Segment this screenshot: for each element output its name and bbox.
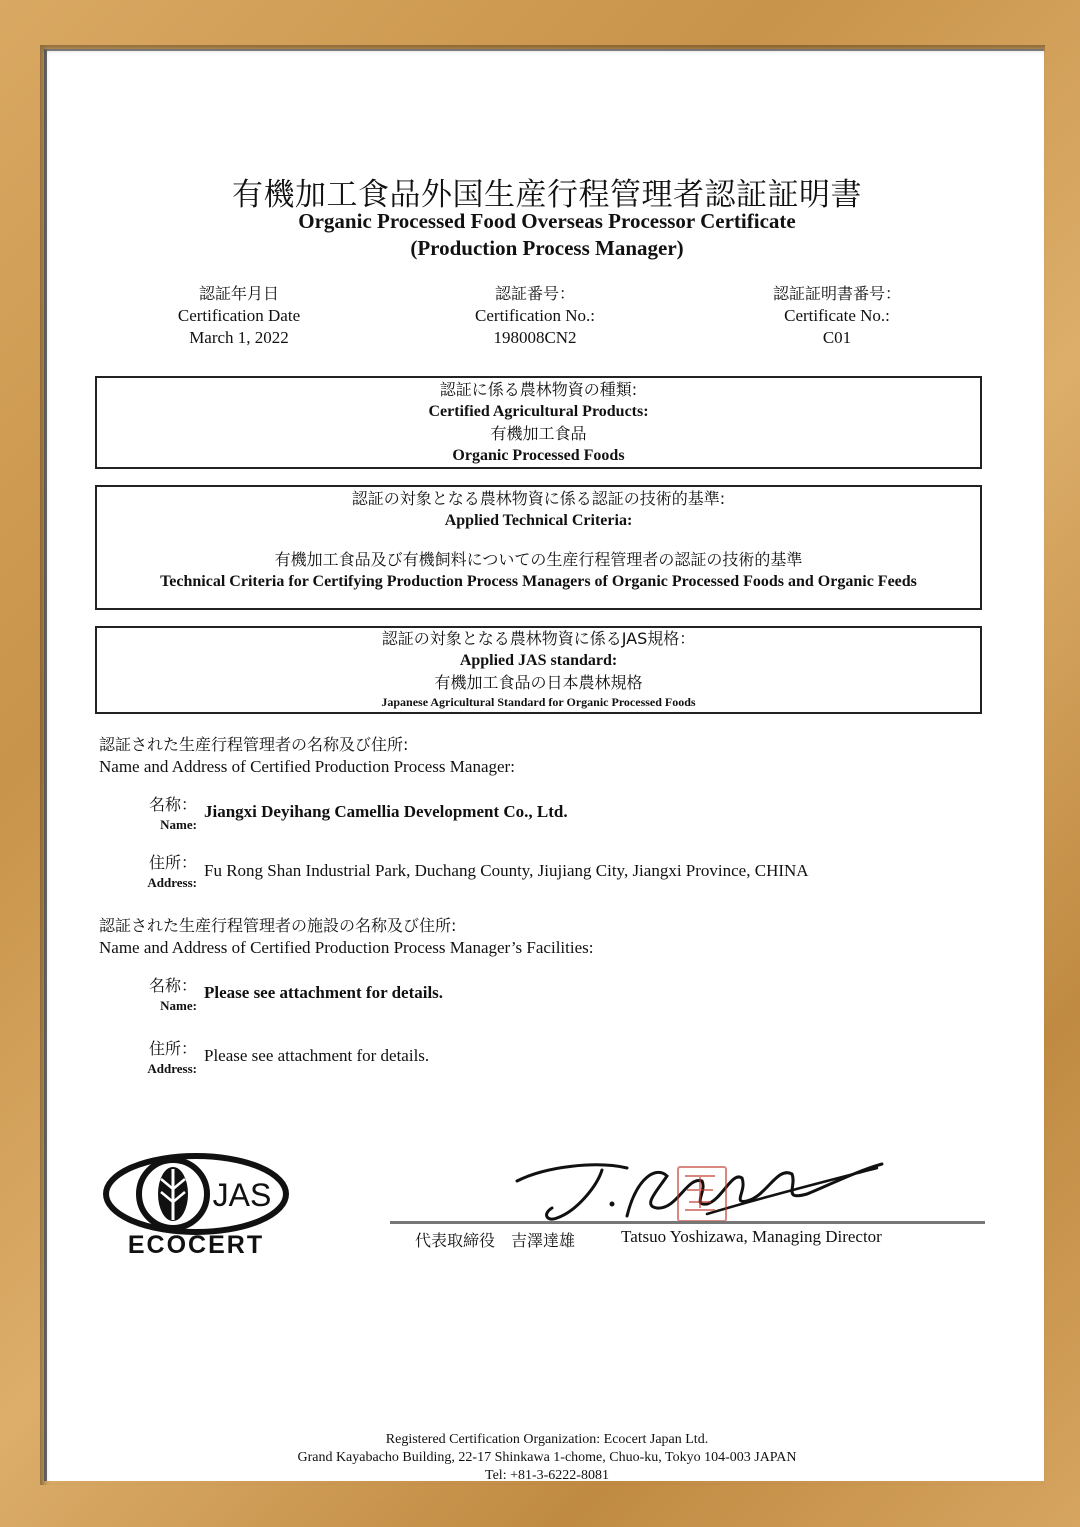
facility-name-value: Please see attachment for details.: [204, 983, 444, 1002]
facility-address-label-en: Address:: [147, 1061, 197, 1076]
certified-products-value-en: Organic Processed Foods: [452, 447, 625, 464]
title-english-line1: Organic Processed Food Overseas Processor Certificate: [298, 209, 796, 233]
certified-products-heading-en: Certified Agricultural Products:: [428, 403, 649, 420]
facility-address-value: Please see attachment for details.: [204, 1046, 430, 1065]
facilities-heading-jp: 認証された生産行程管理者の施設の名称及び住所:: [99, 916, 457, 935]
facility-address-label-jp: 住所：: [148, 1039, 197, 1058]
certification-date-label-en: Certification Date: [177, 306, 301, 325]
technical-criteria-box: [95, 485, 982, 610]
jas-standard-value-en: Japanese Agricultural Standard for Organic Processed Foods: [381, 695, 696, 709]
seal-icon: [679, 1168, 721, 1216]
manager-name-value: Jiangxi Deyihang Camellia Development Co., Ltd.: [204, 802, 568, 821]
certificate-number-label-jp: 認証証明書番号：: [772, 284, 901, 303]
red-seal-stamp: [677, 1166, 727, 1222]
manager-heading-jp: 認証された生産行程管理者の名称及び住所:: [99, 735, 409, 754]
certification-date-block: [109, 283, 369, 349]
jas-ecocert-logo: [101, 1149, 296, 1259]
jas-logo-icon: [101, 1149, 296, 1259]
manager-heading-en: Name and Address of Certified Production Process Manager:: [99, 757, 515, 776]
footer-organization: Registered Certification Organization: Ecocert Japan Ltd.: [385, 1432, 709, 1447]
technical-criteria-heading-en: Applied Technical Criteria:: [444, 512, 633, 529]
jas-standard-box: [95, 626, 982, 714]
certificate-paper: [44, 49, 1044, 1481]
jas-text: JAS: [212, 1177, 272, 1213]
certificate-number-value: C01: [822, 328, 852, 347]
certification-number-label-en: Certification No.:: [475, 306, 595, 325]
technical-criteria-heading-jp: 認証の対象となる農林物資に係る認証の技術的基準:: [351, 489, 726, 508]
facility-name-label-jp: 名称：: [148, 976, 197, 995]
signatory-jp: 代表取締役 吉澤達雄: [415, 1231, 576, 1250]
signatory-en: Tatsuo Yoshizawa, Managing Director: [621, 1227, 882, 1246]
technical-criteria-value-jp: 有機加工食品及び有機飼料についての生産行程管理者の認証の技術的基準: [274, 550, 803, 569]
certified-products-value-jp: 有機加工食品: [490, 424, 587, 443]
certificate-number-label-en: Certificate No.:: [784, 306, 890, 325]
certification-number-block: [405, 283, 665, 349]
technical-criteria-value-en: Technical Criteria for Certifying Production Process Managers of Organic Processed Foods and Organic Feeds: [160, 573, 917, 590]
certification-date-value: March 1, 2022: [189, 328, 289, 347]
certificate-number-block: [707, 283, 967, 349]
ecocert-text: ECOCERT: [127, 1231, 265, 1259]
title-english-line2: (Production Process Manager): [410, 236, 684, 260]
facilities-heading-en: Name and Address of Certified Production Process Manager’s Facilities:: [99, 938, 594, 957]
footer-address: Grand Kayabacho Building, 22-17 Shinkawa 1-chome, Chuo-ku, Tokyo 104-003 JAPAN: [297, 1450, 797, 1465]
manager-address-value: Fu Rong Shan Industrial Park, Duchang County, Jiujiang City, Jiangxi Province, CHINA: [204, 861, 809, 880]
certified-products-box: [95, 376, 982, 469]
certification-number-value: 198008CN2: [493, 328, 577, 347]
certification-number-label-jp: 認証番号：: [494, 284, 575, 303]
manager-address-label-jp: 住所：: [148, 853, 197, 872]
manager-name-label-jp: 名称：: [148, 795, 197, 814]
footer-telephone: Tel: +81-3-6222-8081: [485, 1468, 609, 1481]
certification-date-label-jp: 認証年月日: [198, 284, 279, 303]
facility-name-label-en: Name:: [160, 998, 197, 1013]
manager-name-label-en: Name:: [160, 817, 197, 832]
jas-standard-value-jp: 有機加工食品の日本農林規格: [434, 673, 643, 692]
manager-address-label-en: Address:: [147, 875, 197, 890]
title-japanese: 有機加工食品外国生産行程管理者認証証明書: [232, 177, 862, 213]
certified-products-heading-jp: 認証に係る農林物資の種類:: [439, 380, 638, 399]
jas-standard-heading-en: Applied JAS standard:: [459, 652, 618, 669]
signature-line: [390, 1221, 985, 1224]
jas-standard-heading-jp: 認証の対象となる農林物資に係るJAS規格：: [381, 629, 696, 648]
